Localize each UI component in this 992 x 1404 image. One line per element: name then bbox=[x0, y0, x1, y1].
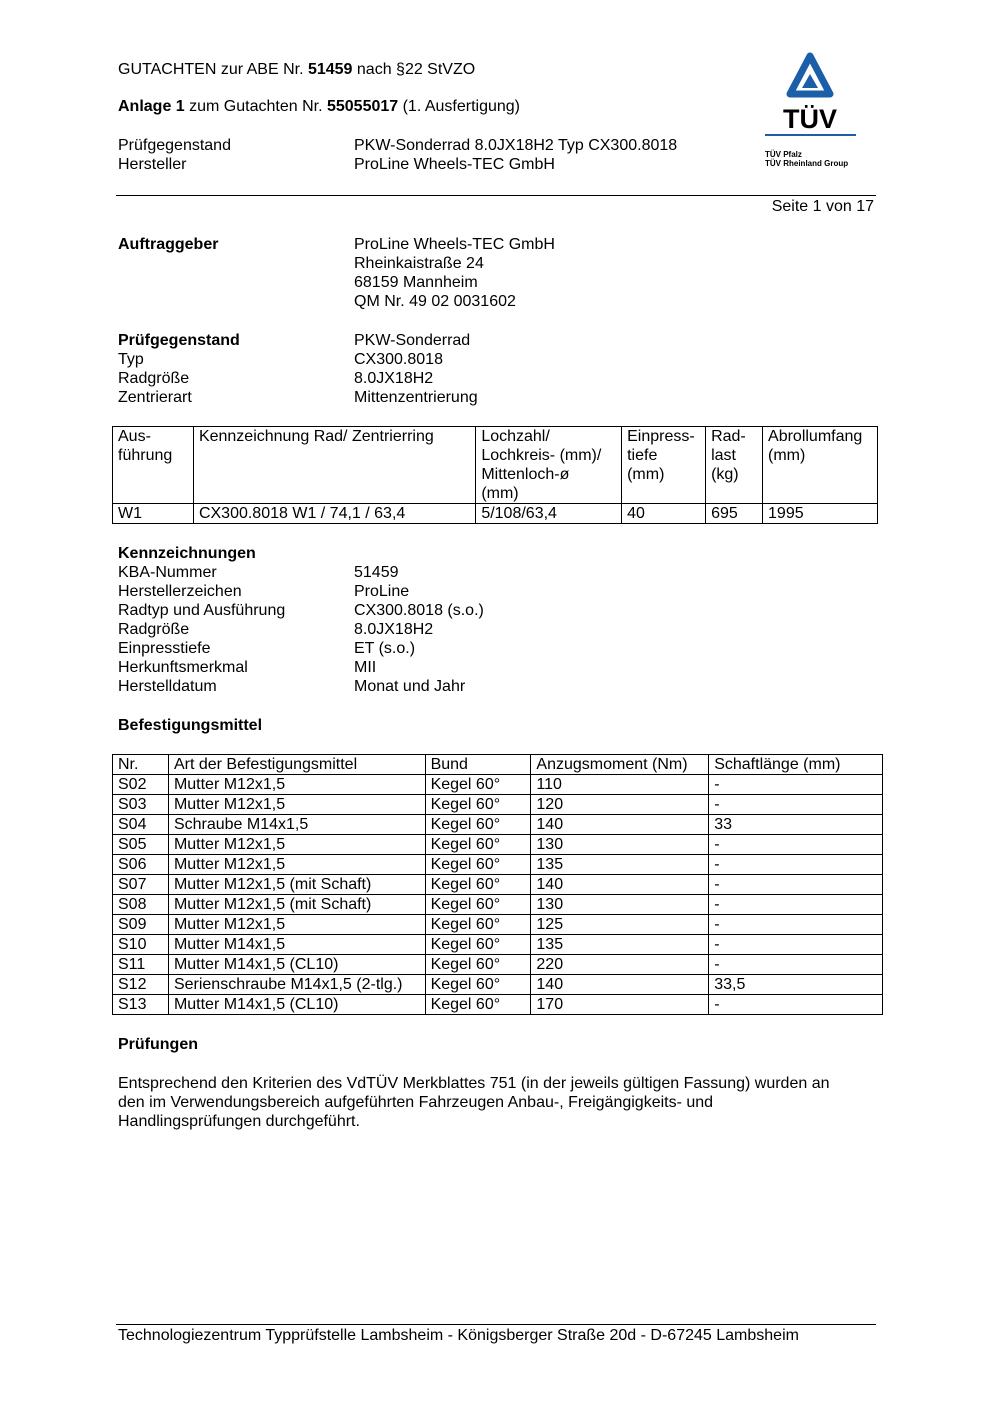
table-cell: S12 bbox=[113, 975, 169, 995]
table-cell: 140 bbox=[531, 875, 709, 895]
header-divider bbox=[116, 195, 876, 196]
befestigung-title: Befestigungsmittel bbox=[118, 717, 263, 734]
table-row bbox=[113, 995, 883, 1015]
table-cell: Kegel 60° bbox=[425, 835, 531, 855]
table-cell: CX300.8018 W1 / 74,1 / 63,4 bbox=[193, 504, 475, 524]
wheel-col-header: Abrollumfang (mm) bbox=[763, 427, 878, 504]
kennzeichnung-value: ProLine bbox=[354, 583, 410, 600]
table-cell: - bbox=[709, 775, 883, 795]
kennzeichnung-value: 8.0JX18H2 bbox=[354, 621, 434, 638]
table-row bbox=[113, 775, 883, 795]
table-row bbox=[113, 975, 883, 995]
table-cell: Schraube M14x1,5 bbox=[168, 815, 425, 835]
table-cell: S02 bbox=[113, 775, 169, 795]
kennzeichnungen-title: Kennzeichnungen bbox=[118, 545, 256, 562]
tuv-logo bbox=[758, 52, 863, 174]
pruefungen-line: den im Verwendungsbereich aufgeführten Fahrzeugen Anbau-, Freigängigkeits- und bbox=[118, 1094, 714, 1111]
kennzeichnung-label: Radgröße bbox=[118, 621, 190, 638]
kennzeichnung-value: Monat und Jahr bbox=[354, 678, 466, 695]
table-cell: Mutter M12x1,5 bbox=[168, 775, 425, 795]
table-cell: Kegel 60° bbox=[425, 995, 531, 1015]
table-cell: 130 bbox=[531, 895, 709, 915]
logo-rule bbox=[765, 134, 856, 136]
pruefungen-title: Prüfungen bbox=[118, 1036, 198, 1053]
bef-col-header: Schaftlänge (mm) bbox=[709, 755, 883, 775]
footer-divider bbox=[116, 1324, 876, 1325]
table-cell: S07 bbox=[113, 875, 169, 895]
table-cell: Kegel 60° bbox=[425, 795, 531, 815]
page-number: Seite 1 von 17 bbox=[771, 198, 874, 215]
table-cell: S03 bbox=[113, 795, 169, 815]
report-title: GUTACHTEN zur ABE Nr. 51459 nach §22 StVZO bbox=[118, 61, 476, 78]
table-cell: 125 bbox=[531, 915, 709, 935]
kennzeichnung-label: KBA-Nummer bbox=[118, 564, 217, 581]
table-cell: 5/108/63,4 bbox=[476, 504, 622, 524]
table-cell: Kegel 60° bbox=[425, 935, 531, 955]
table-cell: 1995 bbox=[763, 504, 878, 524]
table-cell: S09 bbox=[113, 915, 169, 935]
table-row bbox=[113, 835, 883, 855]
table-cell: 120 bbox=[531, 795, 709, 815]
table-cell: 40 bbox=[622, 504, 706, 524]
table-cell: - bbox=[709, 875, 883, 895]
kennzeichnung-label: Herstellerzeichen bbox=[118, 583, 242, 600]
table-cell: Mutter M12x1,5 (mit Schaft) bbox=[168, 895, 425, 915]
table-row bbox=[113, 915, 883, 935]
table-cell: 135 bbox=[531, 855, 709, 875]
table-cell: S11 bbox=[113, 955, 169, 975]
table-cell: - bbox=[709, 795, 883, 815]
logo-sub2: TÜV Rheinland Group bbox=[765, 159, 849, 168]
table-cell: Mutter M12x1,5 bbox=[168, 855, 425, 875]
table-cell: S10 bbox=[113, 935, 169, 955]
table-cell: Kegel 60° bbox=[425, 815, 531, 835]
footer-text: Technologiezentrum Typprüfstelle Lambsheim - Königsberger Straße 20d - D-67245 Lambsheim bbox=[118, 1327, 799, 1344]
table-cell: 170 bbox=[531, 995, 709, 1015]
table-row bbox=[113, 955, 883, 975]
wheel-table-header bbox=[113, 427, 878, 504]
table-cell: Kegel 60° bbox=[425, 915, 531, 935]
table-cell: - bbox=[709, 895, 883, 915]
table-cell: S04 bbox=[113, 815, 169, 835]
table-cell: Mutter M12x1,5 bbox=[168, 835, 425, 855]
table-cell: - bbox=[709, 835, 883, 855]
kennzeichnung-label: Herstelldatum bbox=[118, 678, 217, 695]
tuv-triangle-icon bbox=[758, 52, 863, 137]
table-cell: 110 bbox=[531, 775, 709, 795]
wheel-col-header: Lochzahl/ Lochkreis- (mm)/ Mittenloch-ø (mm) bbox=[476, 427, 622, 504]
table-row bbox=[113, 935, 883, 955]
table-cell: S13 bbox=[113, 995, 169, 1015]
wheel-col-header: Aus- führung bbox=[113, 427, 194, 504]
bef-col-header: Nr. bbox=[113, 755, 169, 775]
table-cell: - bbox=[709, 855, 883, 875]
table-cell: 220 bbox=[531, 955, 709, 975]
table-row bbox=[113, 895, 883, 915]
wheel-table bbox=[112, 426, 878, 524]
table-row bbox=[113, 795, 883, 815]
table-cell: 33,5 bbox=[709, 975, 883, 995]
table-row bbox=[113, 855, 883, 875]
kennzeichnung-value: CX300.8018 (s.o.) bbox=[354, 602, 484, 619]
table-cell: - bbox=[709, 995, 883, 1015]
table-cell: 135 bbox=[531, 935, 709, 955]
table-cell: S08 bbox=[113, 895, 169, 915]
table-row bbox=[113, 815, 883, 835]
table-cell: - bbox=[709, 935, 883, 955]
table-cell: Kegel 60° bbox=[425, 975, 531, 995]
logo-sub1: TÜV Pfalz bbox=[765, 150, 802, 159]
pruefungen-line: Handlingsprüfungen durchgeführt. bbox=[118, 1113, 360, 1130]
table-cell: Mutter M12x1,5 (mit Schaft) bbox=[168, 875, 425, 895]
table-cell: 33 bbox=[709, 815, 883, 835]
table-cell: Kegel 60° bbox=[425, 775, 531, 795]
table-row bbox=[113, 504, 878, 524]
wheel-col-header: Einpress- tiefe (mm) bbox=[622, 427, 706, 504]
bef-col-header: Art der Befestigungsmittel bbox=[168, 755, 425, 775]
table-cell: Kegel 60° bbox=[425, 955, 531, 975]
table-cell: Serienschraube M14x1,5 (2-tlg.) bbox=[168, 975, 425, 995]
kennzeichnung-label: Einpresstiefe bbox=[118, 640, 211, 657]
table-cell: Mutter M12x1,5 bbox=[168, 795, 425, 815]
befestigung-table-header bbox=[113, 755, 883, 775]
table-cell: S06 bbox=[113, 855, 169, 875]
table-cell: W1 bbox=[113, 504, 194, 524]
document-page: GUTACHTEN zur ABE Nr. 51459 nach §22 StVZO Anlage 1 zum Gutachten Nr. 55055017 (1. Ausfertigung) Prüfgegenstand PKW-Sonderrad 8.0JX18H2 Typ CX300.8018 Hersteller ProLine Wheels-TEC GmbH TÜV TÜV Pfalz TÜV Rheinland Group Seite 1 von 17 Auftraggeber ProLine Wheels-TEC GmbH Rheinkaistraße 24 68159 Mannheim QM Nr. 49 02 0031602 Prüfgegenstand PKW-Sonderrad Typ CX300.8018 Radgröße 8.0JX18H2 Zentrierart Mittenzentrierung Aus- führung Kennzeichnung Rad/ Zentrierring Lochzahl/ Lochkreis- (mm)/ Mittenloch-ø (mm) Einpress- tiefe (mm) Rad- last (kg) Abrollumfang (mm) W1 CX300.8018 W1 / 74,1 / 63,4 5/108/63,4 40 695 1995 Kennzeichnungen KBA-Nummer 51459 Herstellerzeichen ProLine Radtyp und Ausführung CX300.8018 (s.o.) Radgröße 8.0JX18H2 Einpresstiefe ET (s.o.) Herkunftsmerkmal MII Herstelldatum Monat und Jahr Befestigungsmittel Nr. Art der Befestigungsmittel Bund Anzugsmoment (Nm) Schaftlänge (mm) S02 Mutter M12x1,5 Kegel 60° 110 - S03 Mutter M12x1,5 Kegel 60° 120 - S04 Schraube M14x1,5 Kegel 60° 140 33 S05 Mutter M12x1,5 Kegel 60° 130 - S06 Mutter M12x1,5 Kegel 60° 135 - S07 Mutter M12x1,5 (mit Schaft) Kegel 60° 140 - S08 Mutter M12x1,5 (mit Schaft) Kegel 60° 130 - S09 Mutter M12x1,5 Kegel 60° 125 - S10 Mutter M14x1,5 Kegel 60° 135 - S11 Mutter M14x1,5 (CL10) Kegel 60° 220 - S12 Serienschraube M14x1,5 (2-tlg.) Kegel 60° 140 33,5 S13 Mutter M14x1,5 (CL10) Kegel 60° 170 - Prüfungen Entsprechend den Kriterien des VdTÜV Merkblattes 751 (in der jeweils gültigen Fassung) wurden an den im Verwendungsbereich aufgeführten Fahrzeugen Anbau-, Freigängigkeits- und Handlingsprüfungen durchgeführt. Technologiezentrum Typprüfstelle Lambsheim - Königsberger Straße 20d - D-67245 Lambsheim bbox=[0, 0, 992, 1404]
kennzeichnung-value: 51459 bbox=[354, 564, 399, 581]
bef-col-header: Bund bbox=[425, 755, 531, 775]
pruefungen-line: Entsprechend den Kriterien des VdTÜV Merkblattes 751 (in der jeweils gültigen Fassung) wurden an bbox=[118, 1075, 830, 1092]
wheel-col-header: Rad- last (kg) bbox=[706, 427, 763, 504]
table-cell: 130 bbox=[531, 835, 709, 855]
table-cell: - bbox=[709, 955, 883, 975]
annex-title: Anlage 1 zum Gutachten Nr. 55055017 (1. Ausfertigung) bbox=[118, 98, 520, 115]
table-cell: 695 bbox=[706, 504, 763, 524]
table-cell: Kegel 60° bbox=[425, 875, 531, 895]
tuv-logo-text: TÜV bbox=[783, 104, 837, 134]
bef-col-header: Anzugsmoment (Nm) bbox=[531, 755, 709, 775]
kennzeichnung-value: MII bbox=[354, 659, 377, 676]
kennzeichnung-label: Radtyp und Ausführung bbox=[118, 602, 286, 619]
table-cell: S05 bbox=[113, 835, 169, 855]
kennzeichnung-value: ET (s.o.) bbox=[354, 640, 416, 657]
table-cell: - bbox=[709, 915, 883, 935]
table-cell: 140 bbox=[531, 975, 709, 995]
table-cell: 140 bbox=[531, 815, 709, 835]
befestigung-table bbox=[112, 754, 883, 1015]
table-cell: Kegel 60° bbox=[425, 855, 531, 875]
table-cell: Kegel 60° bbox=[425, 895, 531, 915]
table-cell: Mutter M14x1,5 (CL10) bbox=[168, 955, 425, 975]
kennzeichnung-label: Herkunftsmerkmal bbox=[118, 659, 248, 676]
table-cell: Mutter M14x1,5 bbox=[168, 935, 425, 955]
table-cell: Mutter M14x1,5 (CL10) bbox=[168, 995, 425, 1015]
table-cell: Mutter M12x1,5 bbox=[168, 915, 425, 935]
wheel-col-header: Kennzeichnung Rad/ Zentrierring bbox=[193, 427, 475, 504]
table-row bbox=[113, 875, 883, 895]
